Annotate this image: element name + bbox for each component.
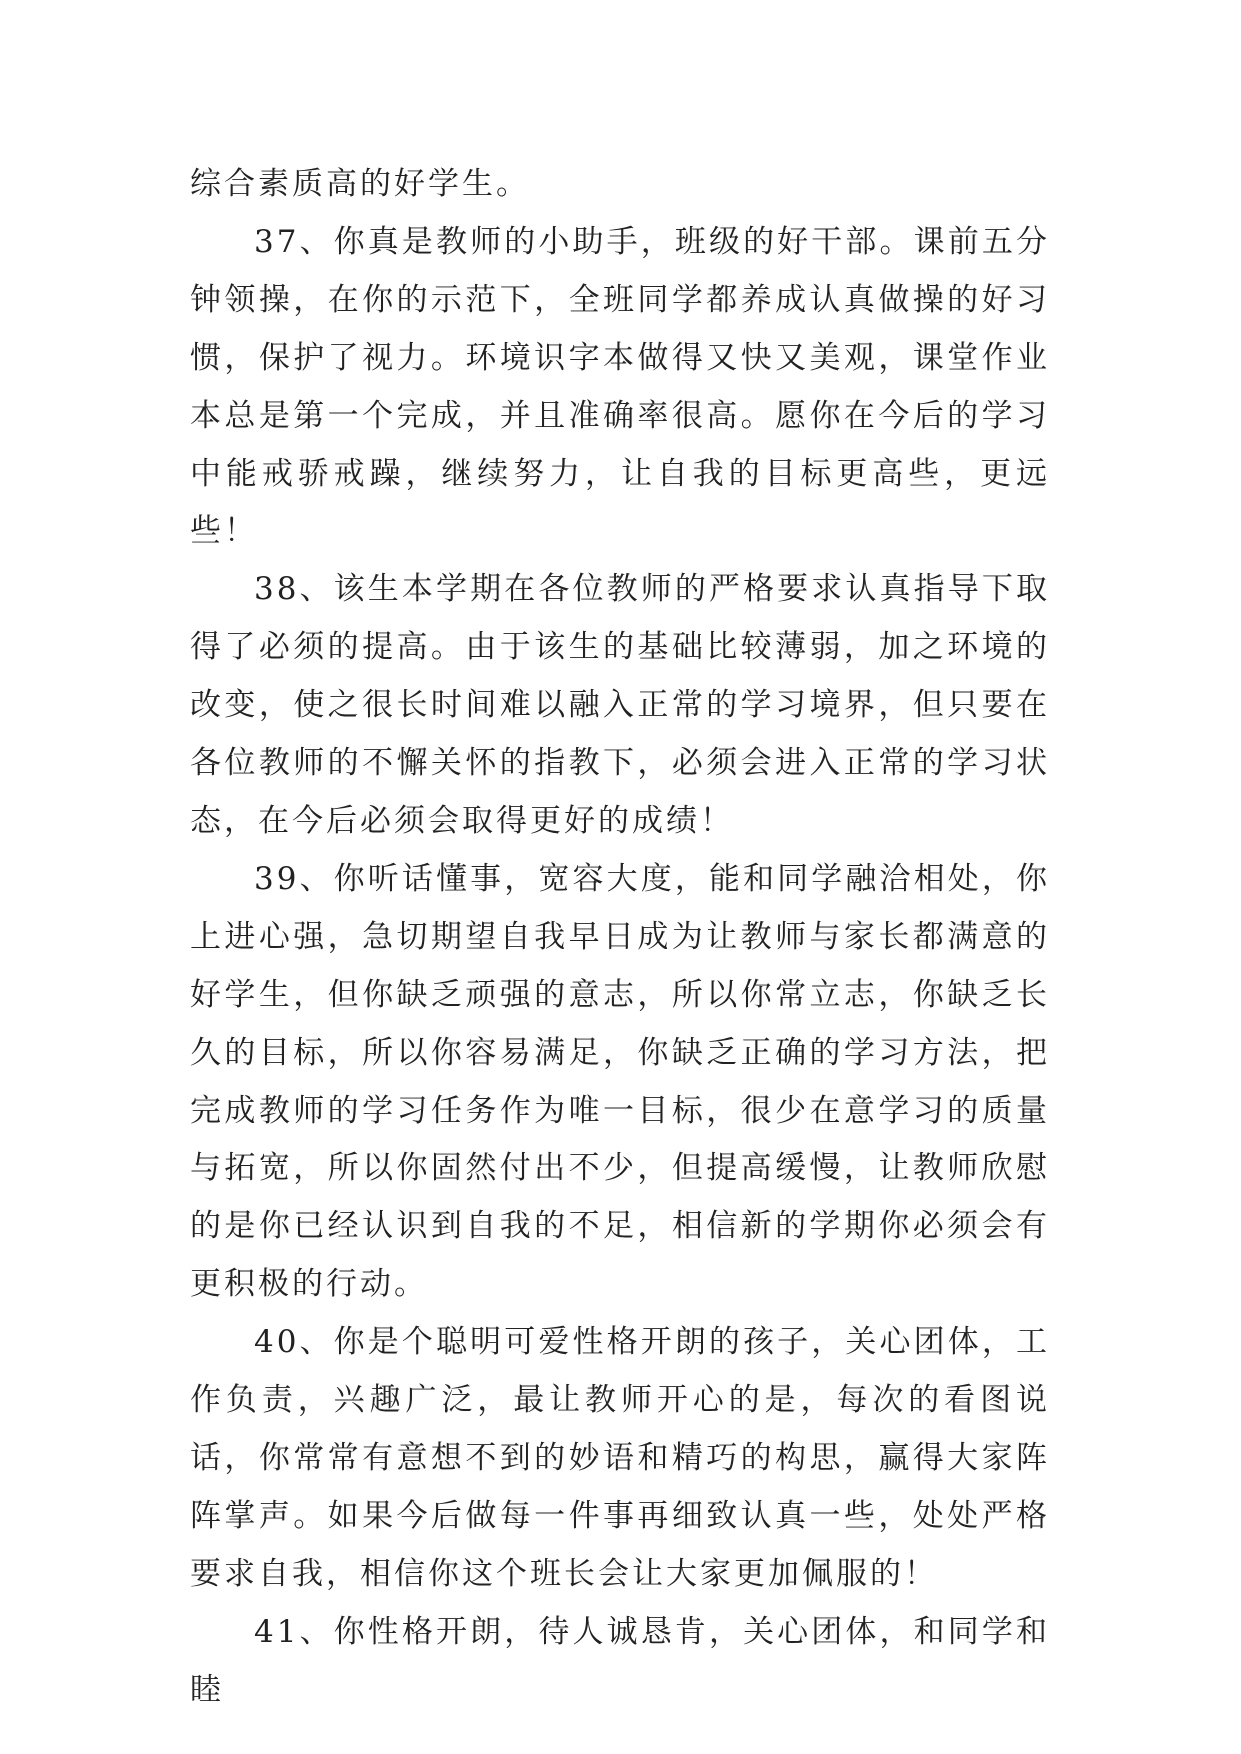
document-body: [190, 156, 1050, 1719]
paragraph-continued: 综合素质高的好学生。: [190, 166, 530, 202]
paragraph-40: 40、你是个聪明可爱性格开朗的孩子，关心团体，工作负责，兴趣广泛，最让教师开心的是，每次的看图说话，你常常有意想不到的妙语和精巧的构思，赢得大家阵阵掌声。如果今后做每一件事再细致认真一些，处处严格要求自我，相信你这个班长会让大家更加佩服的！: [190, 1324, 1050, 1592]
paragraph-41: 41、你性格开朗，待人诚恳肯，关心团体，和同学和睦: [190, 1613, 1050, 1708]
paragraph-38: 38、该生本学期在各位教师的严格要求认真指导下取得了必须的提高。由于该生的基础比较薄弱，加之环境的改变，使之很长时间难以融入正常的学习境界，但只要在各位教师的不懈关怀的指教下，必须会进入正常的学习状态，在今后必须会取得更好的成绩！: [190, 571, 1050, 839]
paragraph-37: 37、你真是教师的小助手，班级的好干部。课前五分钟领操，在你的示范下，全班同学都养成认真做操的好习惯，保护了视力。环境识字本做得又快又美观，课堂作业本总是第一个完成，并且准确率很高。愿你在今后的学习中能戒骄戒躁，继续努力，让自我的目标更高些，更远些！: [190, 223, 1050, 550]
paragraph-39: 39、你听话懂事，宽容大度，能和同学融洽相处，你上进心强，急切期望自我早日成为让教师与家长都满意的好学生，但你缺乏顽强的意志，所以你常立志，你缺乏长久的目标，所以你容易满足，你缺乏正确的学习方法，把完成教师的学习任务作为唯一目标，很少在意学习的质量与拓宽，所以你固然付出不少，但提高缓慢，让教师欣慰的是你已经认识到自我的不足，相信新的学期你必须会有更积极的行动。: [190, 860, 1050, 1303]
